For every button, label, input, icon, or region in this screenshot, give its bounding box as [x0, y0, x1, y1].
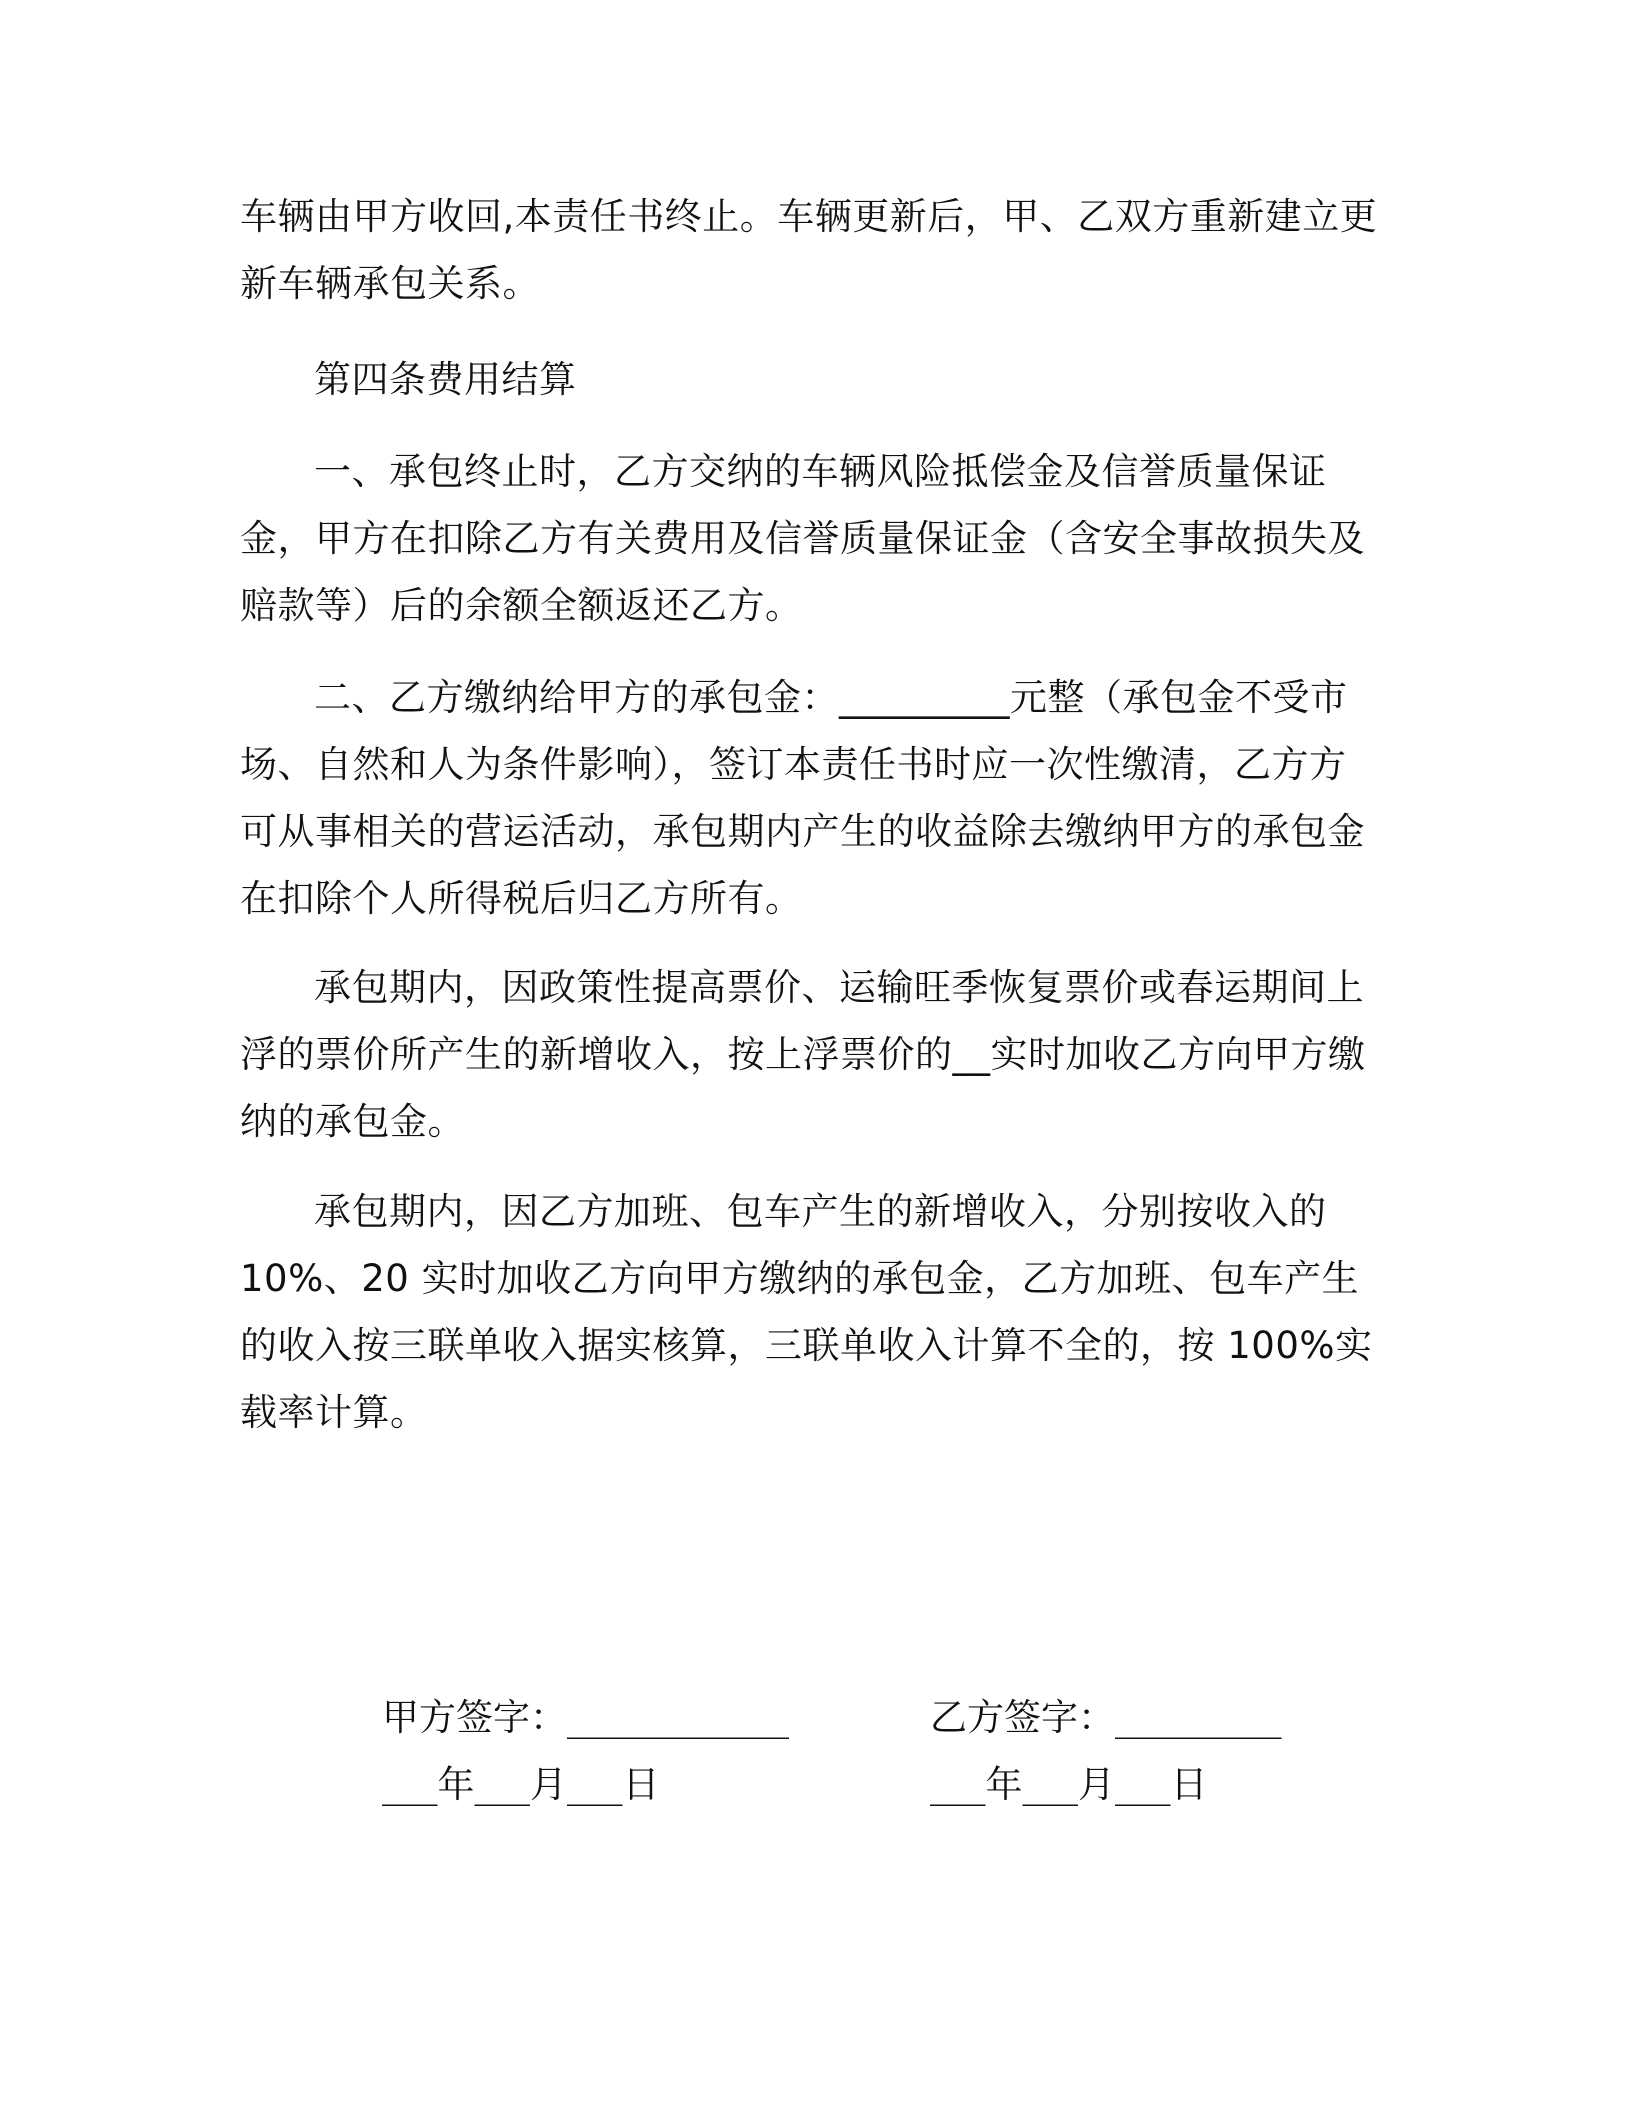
section-heading-fee-settlement: 第四条费用结算 — [314, 358, 577, 401]
paragraph-deposit-refund: 一、承包终止时，乙方交纳的车辆风险抵偿金及信誉质量保证金，甲方在扣除乙方有关费用及信誉质量保证金（含安全事故损失及赔款等）后的余额全额返还乙方。 — [240, 450, 1365, 627]
party-b-signature-line: 乙方签字：_________ — [930, 1696, 1282, 1739]
party-b-date-line: ___年___月___日 — [930, 1763, 1208, 1806]
paragraph-vehicle-recovery: 车辆由甲方收回,本责任书终止。车辆更新后，甲、乙双方重新建立更新车辆承包关系。 — [240, 195, 1378, 305]
paragraph-contract-fee: 二、乙方缴纳给甲方的承包金：_________元整（承包金不受市场、自然和人为条件影响），签订本责任书时应一次性缴清，乙方方可从事相关的营运活动，承包期内产生的收益除去缴纳甲方的承包金在扣除个人所得税后归乙方所有。 — [240, 676, 1365, 920]
paragraph-overtime-charter: 承包期内，因乙方加班、包车产生的新增收入，分别按收入的10%、20 实时加收乙方向甲方缴纳的承包金，乙方加班、包车产生的收入按三联单收入据实核算，三联单收入计算不全的，按 100%实载率计算。 — [240, 1190, 1373, 1434]
paragraph-fare-increase: 承包期内，因政策性提高票价、运输旺季恢复票价或春运期间上浮的票价所产生的新增收入，按上浮票价的__实时加收乙方向甲方缴纳的承包金。 — [240, 966, 1366, 1143]
party-a-signature-line: 甲方签字：____________ — [382, 1696, 789, 1739]
party-a-date-line: ___年___月___日 — [382, 1763, 660, 1806]
